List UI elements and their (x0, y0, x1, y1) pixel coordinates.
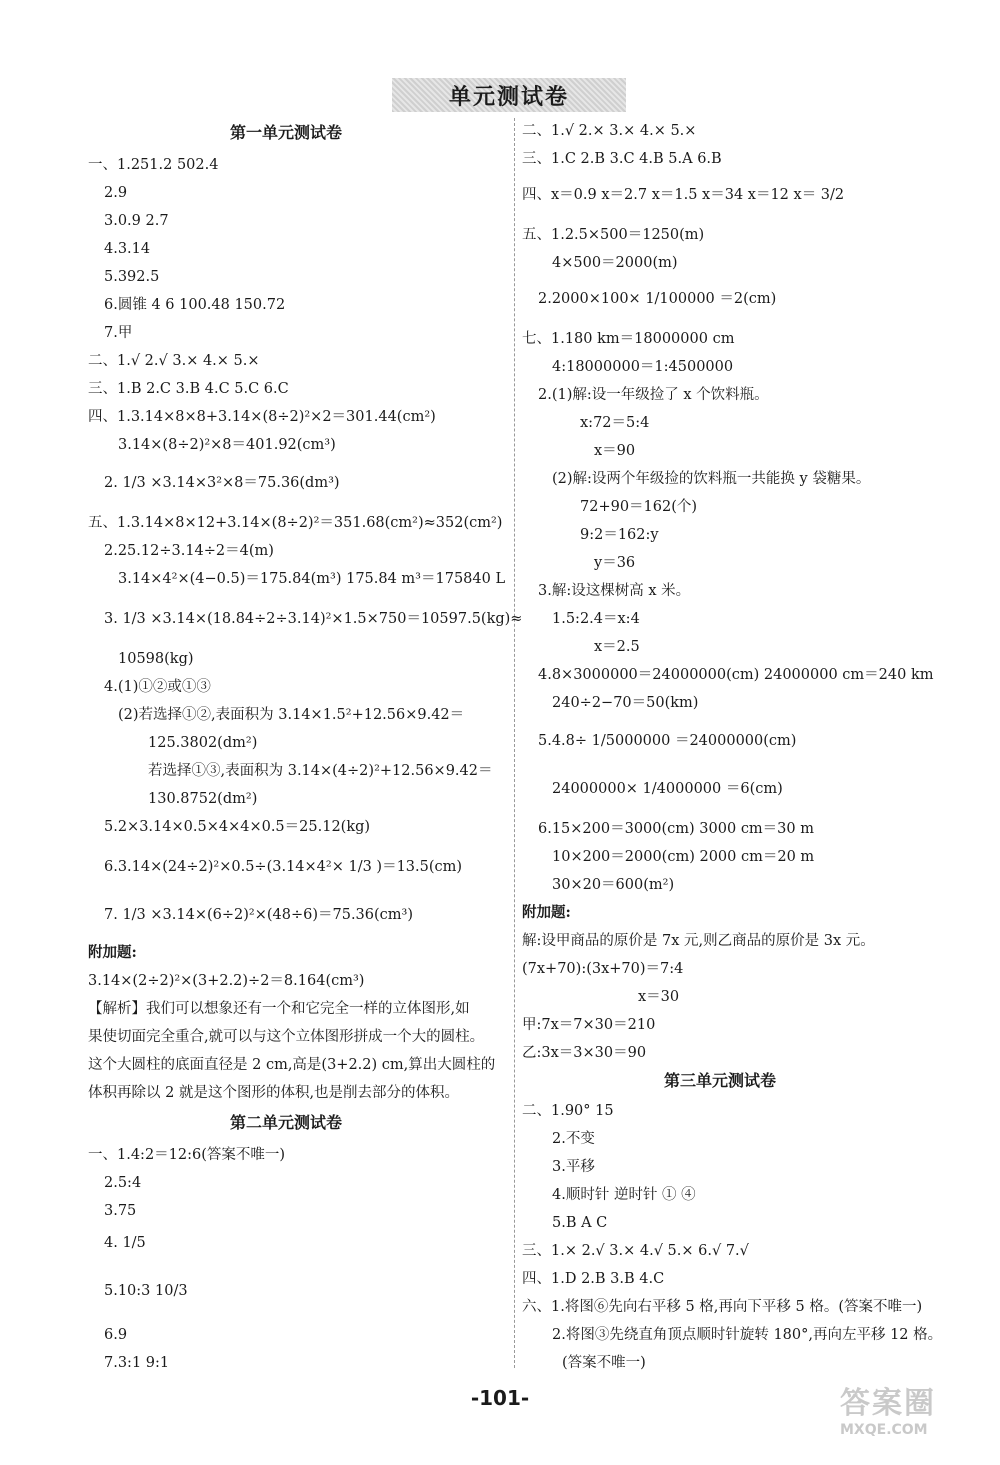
answer-line: 7.甲 (104, 325, 133, 341)
answer-line: 4. 1/5 (104, 1235, 146, 1251)
answer-line: 3.75 (104, 1203, 137, 1219)
answer-line: 5.10:3 10/3 (104, 1283, 188, 1299)
answer-line: 2.25.12÷3.14÷2＝4(m) (104, 543, 274, 559)
answer-line: 4.顺时针 逆时针 ① ④ (552, 1187, 696, 1203)
answer-line: 果使切面完全重合,就可以与这个立体图形拼成一个大的圆柱。 (88, 1029, 485, 1045)
answer-line: 6.9 (104, 1327, 128, 1343)
answer-line: 甲:7x＝7×30＝210 (522, 1017, 656, 1033)
answer-line: 240÷2−70＝50(km) (552, 695, 699, 711)
answer-line: 2.(1)解:设一年级捡了 x 个饮料瓶。 (538, 387, 769, 403)
answer-line: (2)若选择①②,表面积为 3.14×1.5²+12.56×9.42＝ (118, 707, 465, 723)
answer-line: 3.解:设这棵树高 x 米。 (538, 583, 691, 599)
answer-line: 72+90＝162(个) (580, 499, 698, 515)
answer-line: 4×500＝2000(m) (552, 255, 678, 271)
answer-line: x＝90 (594, 443, 636, 459)
answer-line: 2.5:4 (104, 1175, 142, 1191)
answer-line: y＝36 (594, 555, 636, 571)
answer-line: 3. 1/3 ×3.14×(18.84÷2÷3.14)²×1.5×750＝10597.5(kg)≈ (104, 611, 523, 627)
answer-line: 2.将图③先绕直角顶点顺时针旋转 180°,再向左平移 12 格。 (552, 1327, 943, 1343)
answer-line: 5.B A C (552, 1215, 608, 1231)
answer-line: 4.8×3000000＝24000000(cm) 24000000 cm＝240 km (538, 667, 934, 683)
answer-line: (答案不唯一) (562, 1355, 646, 1371)
answer-line: 3.14×(8÷2)²×8＝401.92(cm³) (118, 437, 336, 453)
answer-line: 2.不变 (552, 1131, 595, 1147)
answer-line: x:72＝5:4 (580, 415, 650, 431)
answer-line: 5.392.5 (104, 269, 160, 285)
answer-line: 四、1.3.14×8×8+3.14×(8÷2)²×2＝301.44(cm²) (88, 409, 436, 425)
answer-line: 4.(1)①②或①③ (104, 679, 211, 695)
answer-line: 四、1.D 2.B 3.B 4.C (522, 1271, 665, 1287)
answer-line: 若选择①③,表面积为 3.14×(4÷2)²+12.56×9.42＝ (148, 763, 493, 779)
answer-line: 6.15×200＝3000(cm) 3000 cm＝30 m (538, 821, 814, 837)
answer-line: 体积再除以 2 就是这个图形的体积,也是削去部分的体积。 (88, 1085, 460, 1101)
answer-line: 解:设甲商品的原价是 7x 元,则乙商品的原价是 3x 元。 (522, 933, 875, 949)
answer-line: 四、x＝0.9 x＝2.7 x＝1.5 x＝34 x＝12 x＝ 3/2 (522, 187, 845, 203)
watermark-logo: 答案圈 MXQE.COM (840, 1386, 936, 1438)
answer-line: 2.2000×100× 1/100000 ＝2(cm) (538, 291, 777, 307)
answer-line: 6.圆锥 4 6 100.48 150.72 (104, 297, 286, 313)
answer-line: 3.14×4²×(4−0.5)＝175.84(m³) 175.84 m³＝175840 L (118, 571, 506, 587)
answer-line: 2.9 (104, 185, 128, 201)
answer-line: 9:2＝162:y (580, 527, 659, 543)
answer-line: 附加题: (88, 944, 137, 961)
banner-title: 单元测试卷 (448, 84, 569, 110)
page-number: -101- (470, 1386, 530, 1410)
answer-line: 5.4.8÷ 1/5000000 ＝24000000(cm) (538, 733, 797, 749)
answer-line: 【解析】我们可以想象还有一个和它完全一样的立体图形,如 (88, 1001, 470, 1017)
answer-line: (7x+70):(3x+70)＝7:4 (522, 961, 684, 977)
answer-line: 3.0.9 2.7 (104, 213, 169, 229)
answer-line: x＝30 (638, 989, 680, 1005)
answer-line: 30×20＝600(m²) (552, 877, 675, 893)
answer-line: 3.14×(2÷2)²×(3+2.2)÷2＝8.164(cm³) (88, 973, 365, 989)
answer-line: 10598(kg) (118, 651, 194, 667)
answer-line: 五、1.2.5×500＝1250(m) (522, 227, 705, 243)
answer-line: 5.2×3.14×0.5×4×4×0.5＝25.12(kg) (104, 819, 371, 835)
answer-line: 二、1.90° 15 (522, 1103, 614, 1119)
section-heading: 第二单元测试卷 (230, 1113, 343, 1132)
answer-line: 这个大圆柱的底面直径是 2 cm,高是(3+2.2) cm,算出大圆柱的 (88, 1057, 496, 1073)
answer-line: 4:18000000＝1:4500000 (552, 359, 734, 375)
answer-line: 三、1.× 2.√ 3.× 4.√ 5.× 6.√ 7.√ (522, 1243, 749, 1259)
answer-line: 2. 1/3 ×3.14×3²×8＝75.36(dm³) (104, 475, 340, 491)
answer-line: 附加题: (522, 904, 571, 921)
section-heading: 第三单元测试卷 (664, 1071, 777, 1090)
answer-line: 6.3.14×(24÷2)²×0.5÷(3.14×4²× 1/3 )＝13.5(cm) (104, 859, 463, 875)
answer-line: 1.5:2.4＝x:4 (552, 611, 640, 627)
column-divider (514, 118, 515, 1368)
answer-line: 125.3802(dm²) (148, 735, 258, 751)
answer-line: 七、1.180 km＝18000000 cm (522, 331, 735, 347)
answer-line: 一、1.4:2＝12:6(答案不唯一) (88, 1147, 286, 1163)
answer-line: 130.8752(dm²) (148, 791, 258, 807)
answer-line: 一、1.251.2 502.4 (88, 157, 219, 173)
section-heading: 第一单元测试卷 (230, 123, 343, 142)
answer-line: 乙:3x＝3×30＝90 (522, 1045, 647, 1061)
answer-line: 三、1.B 2.C 3.B 4.C 5.C 6.C (88, 381, 289, 397)
answer-line: 24000000× 1/4000000 ＝6(cm) (552, 781, 783, 797)
answer-line: 六、1.将图⑥先向右平移 5 格,再向下平移 5 格。(答案不唯一) (522, 1299, 923, 1315)
answer-line: 4.3.14 (104, 241, 151, 257)
answer-line: 二、1.√ 2.√ 3.× 4.× 5.× (88, 353, 260, 369)
answer-line: 3.平移 (552, 1159, 595, 1175)
answer-line: 10×200＝2000(cm) 2000 cm＝20 m (552, 849, 815, 865)
answer-line: 7. 1/3 ×3.14×(6÷2)²×(48÷6)＝75.36(cm³) (104, 907, 413, 923)
answer-line: 五、1.3.14×8×12+3.14×(8÷2)²＝351.68(cm²)≈352(cm²) (88, 515, 503, 531)
answer-line: x＝2.5 (594, 639, 640, 655)
answer-line: 7.3:1 9:1 (104, 1355, 170, 1371)
banner (392, 78, 626, 112)
answer-line: (2)解:设两个年级捡的饮料瓶一共能换 y 袋糖果。 (552, 471, 871, 487)
answer-line: 三、1.C 2.B 3.C 4.B 5.A 6.B (522, 151, 722, 167)
answer-line: 二、1.√ 2.× 3.× 4.× 5.× (522, 123, 697, 139)
